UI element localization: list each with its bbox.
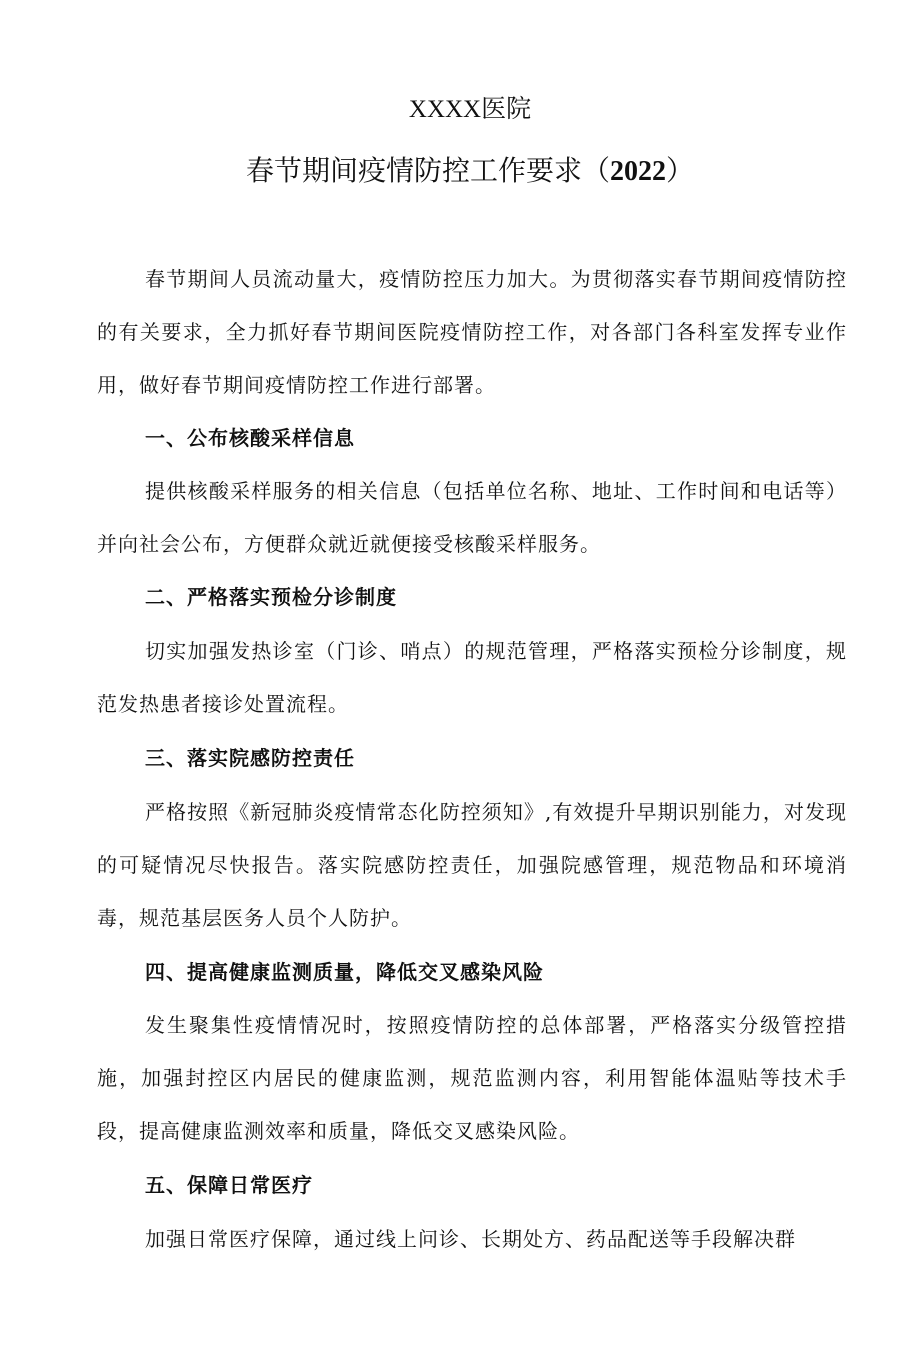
section-body-2: 切实加强发热诊室（门诊、哨点）的规范管理，严格落实预检分诊制度，规范发热患者接诊处置流程。	[97, 639, 847, 716]
section-heading-5: 五、保障日常医疗	[145, 1173, 313, 1197]
section-heading-2: 二、严格落实预检分诊制度	[145, 585, 397, 609]
section-body-3: 严格按照《新冠肺炎疫情常态化防控须知》,有效提升早期识别能力，对发现的可疑情况尽快报告。落实院感防控责任，加强院感管理，规范物品和环境消毒，规范基层医务人员个人防护。	[97, 800, 847, 930]
section-body-4: 发生聚集性疫情情况时，按照疫情防控的总体部署，严格落实分级管控措施，加强封控区内居民的健康监测，规范监测内容，利用智能体温贴等技术手段，提高健康监测效率和质量，降低交叉感染风险。	[97, 1013, 847, 1143]
document-title-year: 2022	[610, 156, 666, 187]
section-heading-1: 一、公布核酸采样信息	[145, 426, 355, 450]
section-heading-4: 四、提高健康监测质量，降低交叉感染风险	[145, 960, 544, 984]
document-title-main: 春节期间疫情防控工作要求（	[245, 154, 610, 187]
document-title	[0, 151, 920, 192]
section-body-1: 提供核酸采样服务的相关信息（包括单位名称、地址、工作时间和电话等）并向社会公布，方便群众就近就便接受核酸采样服务。	[97, 479, 847, 556]
document-title-close: ）	[666, 154, 695, 187]
section-heading-3: 三、落实院感防控责任	[145, 746, 355, 770]
intro-paragraph: 春节期间人员流动量大，疫情防控压力加大。为贯彻落实春节期间疫情防控的有关要求，全力抓好春节期间医院疫情防控工作，对各部门各科室发挥专业作用，做好春节期间疫情防控工作进行部署。	[97, 267, 847, 397]
section-body-5: 加强日常医疗保障，通过线上问诊、长期处方、药品配送等手段解决群	[145, 1227, 796, 1251]
hospital-name-title: XXXX医院	[408, 96, 532, 123]
